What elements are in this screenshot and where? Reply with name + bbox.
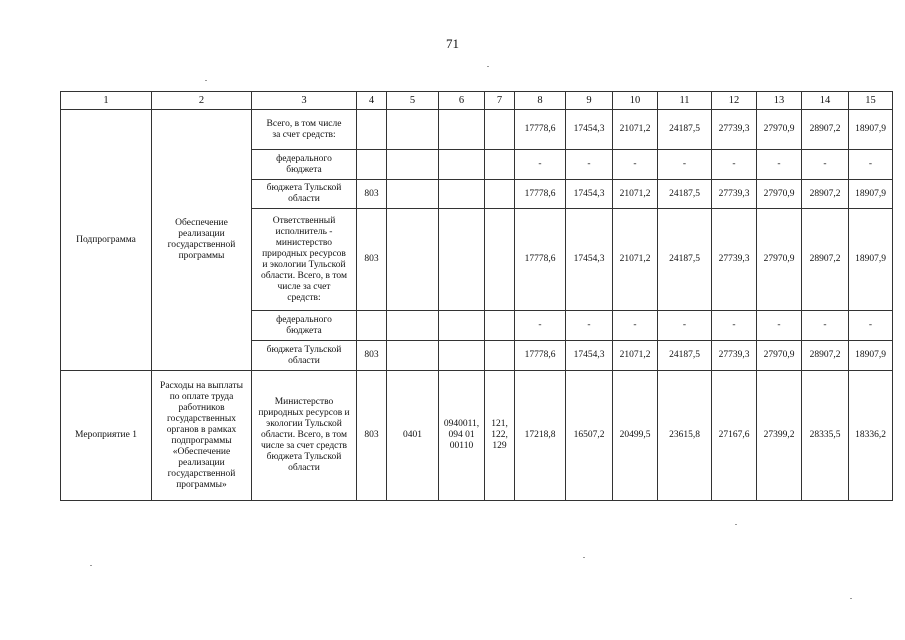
measure-type-cell: Мероприятие 1: [61, 371, 152, 501]
value-cell: 21071,2: [613, 341, 658, 371]
value-cell: -: [712, 311, 757, 341]
value-cell: 28907,2: [802, 209, 849, 311]
value-cell: 18907,9: [849, 180, 893, 209]
page-number: 71: [446, 36, 459, 51]
cell-col7: [485, 110, 515, 150]
subprogram-name-cell: Обеспечение реализации государственной программы: [152, 110, 252, 371]
value-cell: 17778,6: [515, 341, 566, 371]
value-cell: -: [566, 150, 613, 180]
value-cell: 27399,2: [757, 371, 802, 501]
value-cell: 17454,3: [566, 341, 613, 371]
table-row: [61, 371, 893, 501]
cell-col6: [439, 150, 485, 180]
scan-speck: [487, 66, 489, 67]
value-cell: 17454,3: [566, 209, 613, 311]
value-cell: -: [515, 311, 566, 341]
value-cell: 18907,9: [849, 341, 893, 371]
cell-col4: 803: [357, 180, 387, 209]
value-cell: 27739,3: [712, 209, 757, 311]
row-description: бюджета Тульской области: [252, 341, 357, 371]
value-cell: -: [712, 150, 757, 180]
value-cell: 17778,6: [515, 110, 566, 150]
value-cell: 21071,2: [613, 180, 658, 209]
value-cell: 28907,2: [802, 180, 849, 209]
value-cell: 23615,8: [658, 371, 712, 501]
header-row: [61, 92, 893, 110]
value-cell: 17218,8: [515, 371, 566, 501]
value-cell: -: [802, 150, 849, 180]
value-cell: 17778,6: [515, 180, 566, 209]
cell-col4: [357, 110, 387, 150]
cell-col6: [439, 311, 485, 341]
value-cell: 24187,5: [658, 110, 712, 150]
value-cell: 27739,3: [712, 110, 757, 150]
value-cell: 21071,2: [613, 209, 658, 311]
value-cell: 28907,2: [802, 341, 849, 371]
value-cell: 18336,2: [849, 371, 893, 501]
header-cell: 11: [658, 92, 712, 110]
header-cell: 5: [387, 92, 439, 110]
cell-col7: [485, 209, 515, 311]
value-cell: -: [757, 311, 802, 341]
scan-speck: [90, 565, 92, 566]
value-cell: 16507,2: [566, 371, 613, 501]
header-cell: 7: [485, 92, 515, 110]
value-cell: 27739,3: [712, 180, 757, 209]
value-cell: 28335,5: [802, 371, 849, 501]
header-cell: 2: [152, 92, 252, 110]
cell-col5: [387, 311, 439, 341]
header-cell: 3: [252, 92, 357, 110]
value-cell: 28907,2: [802, 110, 849, 150]
cell-col4: [357, 150, 387, 180]
value-cell: 20499,5: [613, 371, 658, 501]
cell-col4: 803: [357, 341, 387, 371]
scan-speck: [850, 598, 852, 599]
cell-col6: 0940011, 094 01 00110: [439, 371, 485, 501]
cell-col5: [387, 209, 439, 311]
value-cell: 21071,2: [613, 110, 658, 150]
value-cell: -: [613, 311, 658, 341]
cell-col7: 121, 122, 129: [485, 371, 515, 501]
cell-col5: [387, 150, 439, 180]
scan-speck: [205, 80, 207, 81]
cell-col4: [357, 311, 387, 341]
measure-name-cell: Расходы на выплаты по оплате труда работников государственных органов в рамках подпрограммы «Обеспечение реализации государственной программы»: [152, 371, 252, 501]
cell-col4: 803: [357, 209, 387, 311]
value-cell: 27167,6: [712, 371, 757, 501]
header-cell: 1: [61, 92, 152, 110]
value-cell: 24187,5: [658, 341, 712, 371]
header-cell: 15: [849, 92, 893, 110]
cell-col5: [387, 110, 439, 150]
budget-table: [60, 91, 893, 501]
header-cell: 4: [357, 92, 387, 110]
cell-col7: [485, 180, 515, 209]
row-description: федерального бюджета: [252, 311, 357, 341]
header-cell: 10: [613, 92, 658, 110]
value-cell: 24187,5: [658, 209, 712, 311]
header-cell: 8: [515, 92, 566, 110]
value-cell: 17454,3: [566, 180, 613, 209]
cell-col5: 0401: [387, 371, 439, 501]
row-description: бюджета Тульской области: [252, 180, 357, 209]
value-cell: -: [757, 150, 802, 180]
cell-col6: [439, 110, 485, 150]
table-row: [61, 110, 893, 150]
header-cell: 12: [712, 92, 757, 110]
value-cell: 27970,9: [757, 209, 802, 311]
value-cell: -: [802, 311, 849, 341]
cell-col6: [439, 209, 485, 311]
cell-col6: [439, 180, 485, 209]
scan-speck: [583, 557, 585, 558]
value-cell: 18907,9: [849, 110, 893, 150]
value-cell: 17778,6: [515, 209, 566, 311]
header-cell: 13: [757, 92, 802, 110]
value-cell: -: [515, 150, 566, 180]
value-cell: -: [613, 150, 658, 180]
value-cell: 27739,3: [712, 341, 757, 371]
cell-col6: [439, 341, 485, 371]
value-cell: 18907,9: [849, 209, 893, 311]
row-description: Министерство природных ресурсов и экологии Тульской области. Всего, в том числе за счет средств бюджета Тульской области: [252, 371, 357, 501]
subprogram-type-cell: Подпрограмма: [61, 110, 152, 371]
header-cell: 6: [439, 92, 485, 110]
cell-col5: [387, 341, 439, 371]
header-cell: 14: [802, 92, 849, 110]
value-cell: -: [658, 311, 712, 341]
cell-col7: [485, 311, 515, 341]
cell-col5: [387, 180, 439, 209]
scan-speck: [735, 524, 737, 525]
value-cell: 27970,9: [757, 180, 802, 209]
cell-col4: 803: [357, 371, 387, 501]
value-cell: 27970,9: [757, 110, 802, 150]
cell-col7: [485, 341, 515, 371]
cell-col7: [485, 150, 515, 180]
value-cell: 27970,9: [757, 341, 802, 371]
value-cell: -: [566, 311, 613, 341]
value-cell: -: [849, 311, 893, 341]
value-cell: -: [849, 150, 893, 180]
value-cell: 17454,3: [566, 110, 613, 150]
row-description: Всего, в том числе за счет средств:: [252, 110, 357, 150]
value-cell: 24187,5: [658, 180, 712, 209]
row-description: Ответственный исполнитель - министерство природных ресурсов и экологии Тульской области. Всего, в том числе за счет средств:: [252, 209, 357, 311]
value-cell: -: [658, 150, 712, 180]
header-cell: 9: [566, 92, 613, 110]
row-description: федерального бюджета: [252, 150, 357, 180]
